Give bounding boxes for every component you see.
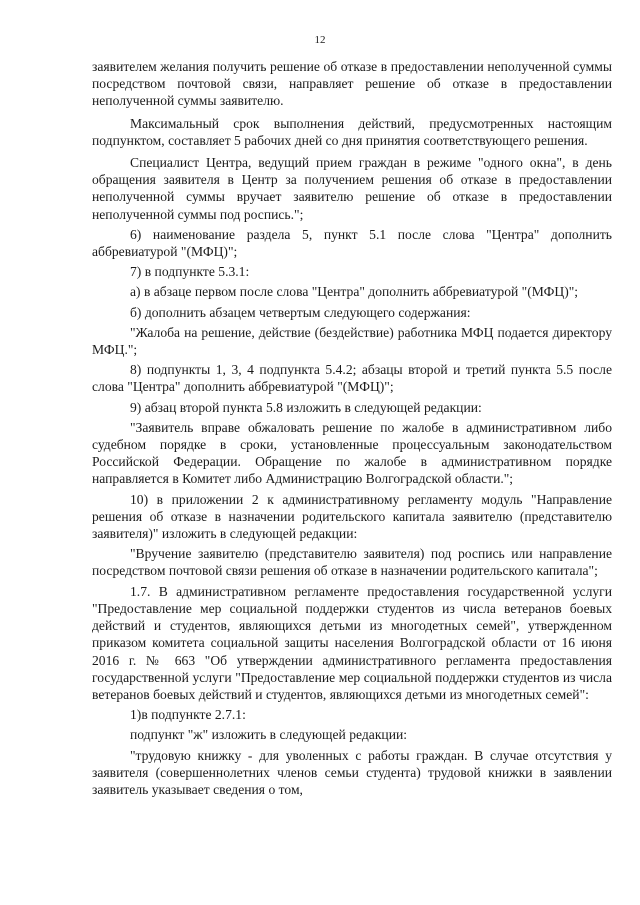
page-number: 12 (314, 34, 326, 46)
paragraph: 1.7. В административном регламенте предоставления государственной услуги "Предоставление мер социальной поддержки студентов из числа ветеранов боевых действий и студентов, являющихся детьми из многодетных семей", утвержденном приказом комитета социальной защиты населения Волгоградской области от 16 июня 2016 г. № 663 "Об утверждении административного регламента предоставления государственной услуги "Предоставление мер социальной поддержки студентов из числа ветеранов боевых действий и студентов, являющихся детьми из многодетных семей": (92, 583, 612, 702)
paragraph: "трудовую книжку - для уволенных с работы граждан. В случае отсутствия у заявителя (совершеннолетних членов семьи студента) трудовой книжки в заявлении заявитель указывает сведения о том, (92, 747, 612, 797)
document-body (92, 58, 612, 798)
paragraph: а) в абзаце первом после слова "Центра" дополнить аббревиатурой "(МФЦ)"; (130, 284, 579, 300)
paragraph: 1)в подпункте 2.7.1: (130, 707, 246, 723)
paragraph: "Заявитель вправе обжаловать решение по жалобе в административном либо судебном порядке в сроки, установленные процессуальным законодательством Российской Федерации. Обращение по жалобе в административном порядке направляется в Комитет либо Администрацию Волгоградской области."; (92, 419, 612, 487)
paragraph: б) дополнить абзацем четвертым следующего содержания: (130, 304, 471, 320)
paragraph: 6) наименование раздела 5, пункт 5.1 после слова "Центра" дополнить аббревиатурой "(МФЦ)"; (92, 226, 612, 260)
paragraph: 7) в подпункте 5.3.1: (130, 264, 250, 280)
paragraph: подпункт "ж" изложить в следующей редакции: (130, 727, 408, 743)
paragraph: 10) в приложении 2 к административному регламенту модуль "Направление решения об отказе в назначении родительского капитала заявителю (представителю заявителя)" изложить в следующей редакции: (92, 491, 612, 542)
paragraph: 8) подпункты 1, 3, 4 подпункта 5.4.2; абзацы второй и третий пункта 5.5 после слова "Центра" дополнить аббревиатурой "(МФЦ)"; (92, 362, 612, 395)
paragraph: "Жалоба на решение, действие (бездействие) работника МФЦ подается директору МФЦ."; (92, 324, 612, 358)
paragraph: "Вручение заявителю (представителю заявителя) под роспись или направление посредством почтовой связи решения об отказе в назначении родительского капитала"; (92, 546, 612, 579)
paragraph: заявителем желания получить решение об отказе в предоставлении неполученной суммы посредством почтовой связи, направляет решение об отказе в предоставлении неполученной суммы заявителю. (92, 59, 612, 109)
paragraph: Максимальный срок выполнения действий, предусмотренных настоящим подпунктом, составляет 5 рабочих дней со дня принятия соответствующего решения. (92, 115, 612, 148)
paragraph: Специалист Центра, ведущий прием граждан в режиме "одного окна", в день обращения заявителя в Центр за получением решения об отказе в предоставлении неполученной суммы вручает заявителю решение об отказе в предоставлении неполученной суммы под роспись."; (92, 155, 612, 222)
paragraph: 9) абзац второй пункта 5.8 изложить в следующей редакции: (130, 399, 482, 415)
